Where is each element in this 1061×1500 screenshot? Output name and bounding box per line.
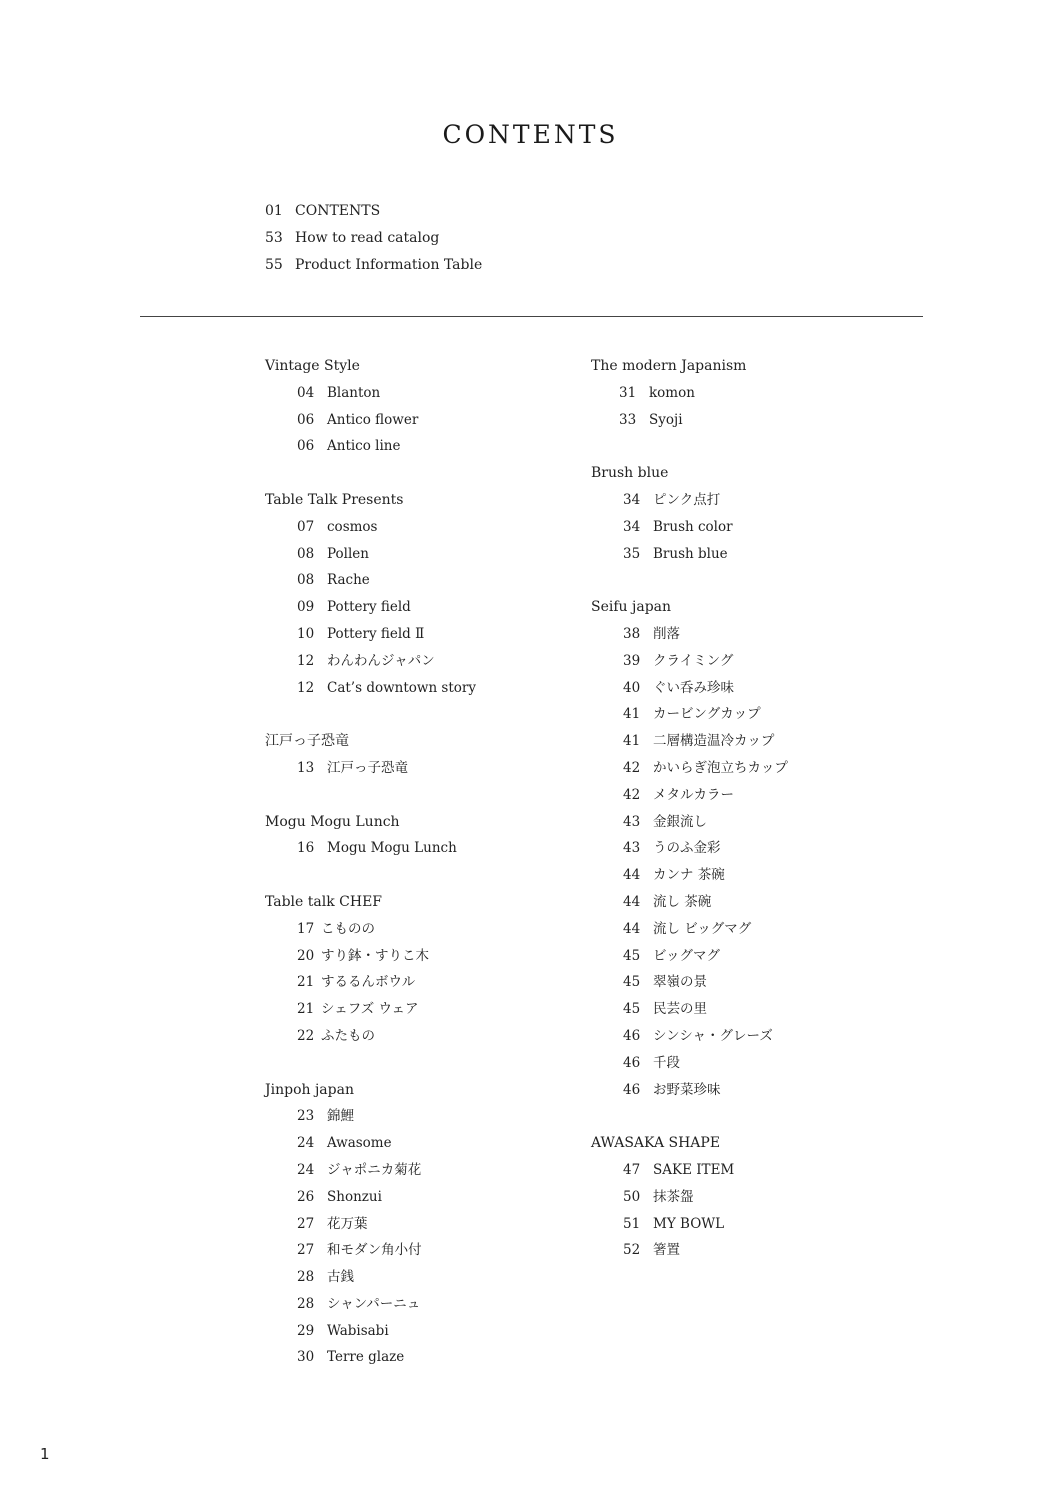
toc-entry[interactable] [265,943,585,970]
toc-entry[interactable] [265,1130,585,1157]
toc-entry[interactable] [591,916,911,943]
page-ref: 43 [623,840,641,857]
entry-label: シェフズ ウェア [321,1001,419,1018]
entry-label: Cat’s downtown story [327,679,476,696]
toc-entry[interactable] [591,701,911,728]
section-heading: Seifu japan [591,599,672,616]
entry-label: 和モダン角小付 [327,1242,422,1259]
toc-entry[interactable] [591,380,911,407]
toc-entry[interactable] [591,889,911,916]
page-ref: 21 [297,1001,315,1018]
toc-entry[interactable] [265,257,482,284]
page-ref: 13 [297,759,315,776]
toc-entry[interactable] [265,433,585,460]
page-ref: 46 [623,1054,641,1071]
divider [140,316,923,317]
toc-entry[interactable] [591,862,911,889]
entry-label: クライミング [653,652,734,669]
entry-label: カービングカップ [653,706,761,723]
toc-entry[interactable] [265,230,482,257]
entry-label: Mogu Mogu Lunch [327,840,457,857]
toc-entry[interactable] [265,916,585,943]
page-ref: 45 [623,1001,641,1018]
toc-entry[interactable] [591,782,911,809]
entry-label: Brush color [653,518,733,535]
page-ref: 12 [297,679,315,696]
page-ref: 47 [623,1161,641,1178]
page-ref: 44 [623,893,641,910]
entry-label: komon [649,384,695,401]
page-ref: 38 [623,625,641,642]
page-ref: 07 [297,518,315,535]
toc-entry[interactable] [265,675,585,702]
entry-label: Product Information Table [295,257,483,273]
page-ref: 55 [265,257,283,273]
toc-entry[interactable] [265,755,585,782]
entry-label: するるんボウル [321,974,416,991]
entry-label: Syoji [649,411,683,428]
page-title: CONTENTS [442,120,619,149]
page-ref: 44 [623,920,641,937]
page-ref: 24 [297,1161,315,1178]
toc-entry[interactable] [591,1023,911,1050]
spacer [265,1050,585,1077]
entry-label: 二層構造温冷カップ [653,733,775,750]
page-ref: 44 [623,867,641,884]
toc-entry[interactable] [591,996,911,1023]
page-ref: 46 [623,1027,641,1044]
section-heading: Jinpoh japan [265,1081,354,1098]
page-ref: 53 [265,230,283,246]
page-ref: 41 [623,706,641,723]
page-ref: 43 [623,813,641,830]
page-ref: 50 [623,1188,641,1205]
toc-entry[interactable] [265,203,482,230]
toc-entry[interactable] [265,648,585,675]
entry-label: 錦鯉 [327,1108,354,1125]
toc-entry[interactable] [265,1023,585,1050]
entry-label: How to read catalog [295,230,440,246]
page-ref: 45 [623,947,641,964]
section-heading: Brush blue [591,465,669,482]
toc-entry[interactable] [265,1344,585,1371]
toc-entry[interactable] [591,1050,911,1077]
entry-label: Pollen [327,545,369,562]
toc-entry[interactable] [591,969,911,996]
toc-entry[interactable] [591,621,911,648]
toc-entry[interactable] [591,835,911,862]
toc-entry[interactable] [591,648,911,675]
page-ref: 42 [623,759,641,776]
entry-label: シンシャ・グレーズ [653,1027,773,1044]
entry-label: Rache [327,572,370,589]
entry-label: Awasome [327,1135,392,1152]
page-ref: 39 [623,652,641,669]
spacer [265,862,585,889]
entry-label: Blanton [327,384,381,401]
entry-label: わんわんジャパン [327,652,435,669]
page-ref: 01 [265,203,283,219]
entry-label: ぐい呑み珍味 [653,679,734,696]
page-ref: 35 [623,545,641,562]
toc-entry[interactable] [591,943,911,970]
toc-entry[interactable] [591,1184,911,1211]
page-ref: 27 [297,1242,315,1259]
entry-label: Pottery field Ⅱ [327,625,425,642]
entry-label: かいらぎ泡立ちカップ [653,759,788,776]
page-ref: 34 [623,491,641,508]
toc-entry[interactable] [265,1103,585,1130]
page-ref: 34 [623,518,641,535]
toc-entry[interactable] [591,809,911,836]
entry-label: Antico flower [327,411,419,428]
toc-entry[interactable] [591,541,911,568]
section-heading: Table talk CHEF [265,893,383,910]
toc-entry[interactable] [591,1157,911,1184]
toc-entry[interactable] [265,835,585,862]
entry-label: ふたもの [321,1027,375,1044]
page-ref: 23 [297,1108,315,1125]
entry-label: 千段 [653,1054,680,1071]
spacer [591,433,911,460]
page-ref: 28 [297,1295,315,1312]
page-ref: 42 [623,786,641,803]
entry-label: 流し ビッグマグ [653,920,752,937]
entry-label: Antico line [327,438,401,455]
entry-label: ピンク点打 [653,491,721,508]
toc-entry[interactable] [591,1077,911,1104]
page-ref: 24 [297,1135,315,1152]
entry-label: 箸置 [653,1242,680,1259]
toc-entry[interactable] [591,675,911,702]
page-ref: 10 [297,625,315,642]
page-ref: 12 [297,652,315,669]
toc-entry[interactable] [265,1157,585,1184]
toc-entry[interactable] [591,1211,911,1238]
toc-right-column [591,353,911,1264]
page-ref: 17 [297,920,315,937]
toc-left-column [265,353,585,1371]
page-ref: 46 [623,1081,641,1098]
toc-entry[interactable] [265,407,585,434]
page-ref: 30 [297,1349,315,1366]
page-ref: 08 [297,545,315,562]
entry-label: 金銀流し [653,813,707,830]
section-heading: 江戸っ子恐竜 [265,733,349,750]
toc-entry[interactable] [265,621,585,648]
toc-entry[interactable] [265,380,585,407]
entry-label: 流し 茶碗 [653,893,712,910]
page-number: 1 [40,1445,50,1463]
entry-label: 民芸の里 [653,1001,707,1018]
entry-label: すり鉢・すりこ木 [321,947,429,964]
toc-entry[interactable] [265,1184,585,1211]
page-ref: 33 [619,411,637,428]
section-heading: Mogu Mogu Lunch [265,813,400,830]
entry-label: シャンパーニュ [327,1295,421,1312]
page-ref: 41 [623,733,641,750]
page-ref: 51 [623,1215,641,1232]
entry-label: Brush blue [653,545,728,562]
toc-entry[interactable] [591,1237,911,1264]
section-heading: The modern Japanism [591,358,747,374]
entry-label: CONTENTS [295,203,381,219]
entry-label: Pottery field [327,599,411,616]
spacer [591,567,911,594]
page-ref: 09 [297,599,315,616]
section-heading: Vintage Style [265,358,360,374]
page-ref: 04 [297,384,315,401]
page-ref: 40 [623,679,641,696]
spacer [265,701,585,728]
section-heading: Table Talk Presents [265,491,404,508]
toc-entry[interactable] [265,1291,585,1318]
page-ref: 08 [297,572,315,589]
toc-entry[interactable] [265,1264,585,1291]
page-ref: 52 [623,1242,641,1259]
page-ref: 22 [297,1027,315,1044]
page-ref: 29 [297,1322,315,1339]
toc-entry[interactable] [591,514,911,541]
entry-label: Terre glaze [327,1349,405,1366]
entry-label: うのふ金彩 [653,840,721,857]
page-ref: 21 [297,974,315,991]
page-ref: 06 [297,438,315,455]
toc-entry[interactable] [265,567,585,594]
page-ref: 28 [297,1269,315,1286]
toc-entry[interactable] [265,1237,585,1264]
toc-entry[interactable] [265,1211,585,1238]
entry-label: お野菜珍味 [653,1081,721,1098]
entry-label: MY BOWL [653,1215,725,1232]
page-ref: 31 [619,384,637,401]
toc-entry[interactable] [265,996,585,1023]
entry-label: Shonzui [327,1188,382,1205]
entry-label: ビッグマグ [653,947,720,964]
toc-entry[interactable] [265,594,585,621]
section-heading: AWASAKA SHAPE [591,1135,721,1152]
entry-label: ジャポニカ菊花 [327,1161,422,1178]
toc-entry[interactable] [591,407,911,434]
entry-label: 抹茶盌 [653,1188,694,1205]
toc-entry[interactable] [591,755,911,782]
entry-label: Wabisabi [327,1322,389,1339]
entry-label: 古銭 [327,1269,354,1286]
entry-label: SAKE ITEM [653,1161,735,1178]
entry-label: メタルカラー [653,786,734,803]
page-ref: 16 [297,840,315,857]
toc-entry[interactable] [265,1318,585,1345]
entry-label: 削落 [653,625,680,642]
page-ref: 26 [297,1188,315,1205]
entry-label: こものの [321,920,375,937]
entry-label: カンナ 茶碗 [653,867,725,884]
entry-label: cosmos [327,518,378,535]
entry-label: 花万葉 [327,1215,368,1232]
toc-entry[interactable] [591,728,911,755]
toc-entry[interactable] [265,541,585,568]
page-ref: 27 [297,1215,315,1232]
toc-entry[interactable] [591,487,911,514]
entry-label: 江戸っ子恐竜 [327,759,408,776]
spacer [265,782,585,809]
page-ref: 45 [623,974,641,991]
toc-entry[interactable] [265,969,585,996]
entry-label: 翠嶺の景 [653,974,707,991]
page-ref: 20 [297,947,315,964]
top-entries [265,203,482,284]
toc-entry[interactable] [265,514,585,541]
spacer [265,460,585,487]
page-ref: 06 [297,411,315,428]
spacer [591,1103,911,1130]
